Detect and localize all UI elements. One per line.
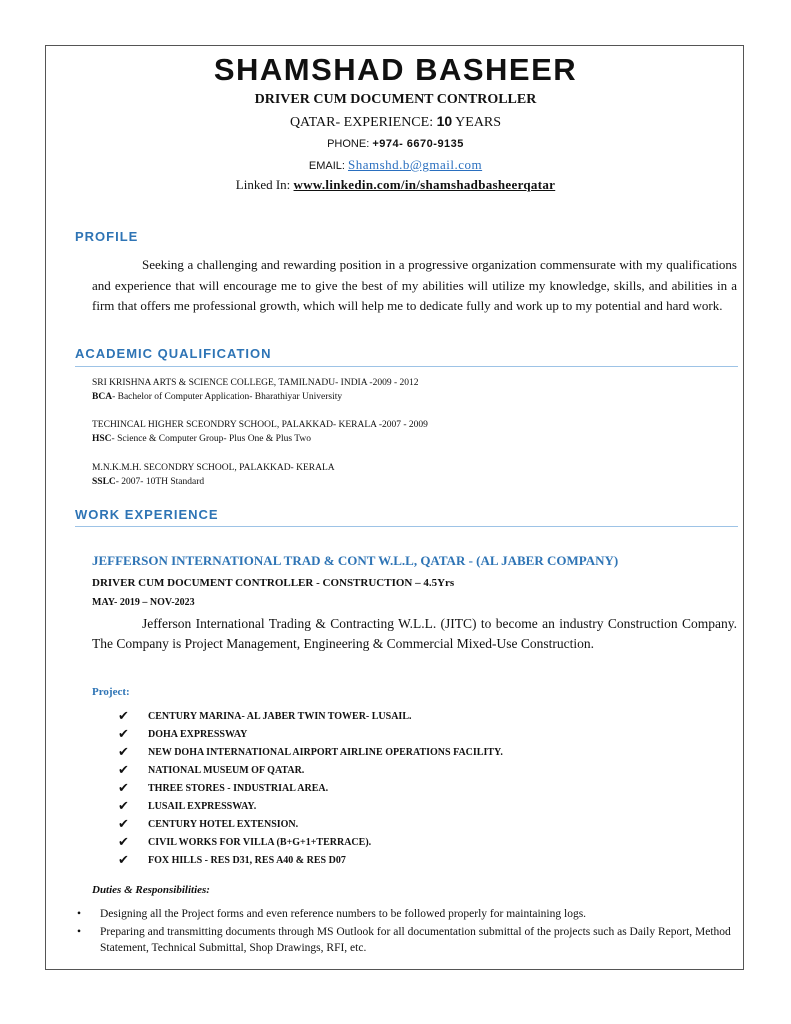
academic-entry-2 <box>92 418 428 446</box>
bullet-icon: • <box>77 926 82 938</box>
checkmark-icon: ✔ <box>118 834 129 850</box>
email-line <box>0 157 791 173</box>
experience-suffix: YEARS <box>452 115 502 130</box>
list-item: ✔ NATIONAL MUSEUM OF QATAR. <box>118 762 305 778</box>
academic-entry-1 <box>92 376 419 404</box>
profile-text: Seeking a challenging and rewarding position in a progressive organization commensurate with my qualifications and experience that will encourage me to give the best of my abilities will utilize my knowledge, skills, and abilities in a firm that offers me professional growth, which will help me to dedicate fully and work up to my potential and hard work. <box>92 257 737 313</box>
academic-degree: HSC- Science & Computer Group- Plus One & Plus Two <box>92 434 311 444</box>
candidate-name: SHAMSHAD BASHEER <box>213 52 578 87</box>
email-label: EMAIL: <box>308 160 348 172</box>
list-item: • Designing all the Project forms and even reference numbers to be followed properly for maintaining logs. <box>77 908 587 920</box>
bullet-icon: • <box>77 908 82 920</box>
project-label: Project: <box>92 686 130 698</box>
experience-years: 10 <box>436 113 453 129</box>
phone-line <box>0 138 791 150</box>
list-item: ✔ LUSAIL EXPRESSWAY. <box>118 798 257 814</box>
email-link[interactable]: Shamshd.b@gmail.com <box>347 157 483 172</box>
list-item: • Preparing and transmitting documents through MS Outlook for all documentation submittal of the projects such as Daily Report, Method Statement, Technical Submittal, Shop Drawings, RFI, etc. <box>77 926 731 954</box>
academic-institution: M.N.K.M.H. SECONDRY SCHOOL, PALAKKAD- KERALA <box>92 463 335 473</box>
experience-prefix: QATAR- EXPERIENCE: <box>289 115 437 130</box>
academic-degree: BCA- Bachelor of Computer Application- Bharathiyar University <box>92 392 343 402</box>
checkmark-icon: ✔ <box>118 708 129 724</box>
academic-entry-3 <box>92 461 335 489</box>
duties-list <box>75 906 738 958</box>
phone-label: PHONE: <box>327 138 373 150</box>
list-item: ✔ THREE STORES - INDUSTRIAL AREA. <box>118 780 329 796</box>
list-item: ✔ CENTURY HOTEL EXTENSION. <box>118 816 299 832</box>
job-period: MAY- 2019 – NOV-2023 <box>92 597 195 608</box>
academic-institution: SRI KRISHNA ARTS & SCIENCE COLLEGE, TAMILNADU- INDIA -2009 - 2012 <box>92 378 419 388</box>
work-heading: WORK EXPERIENCE <box>75 507 219 522</box>
academic-heading: ACADEMIC QUALIFICATION <box>75 346 272 361</box>
academic-divider <box>75 366 738 367</box>
list-item: ✔ DOHA EXPRESSWAY <box>118 726 248 742</box>
checkmark-icon: ✔ <box>118 852 129 868</box>
checkmark-icon: ✔ <box>118 798 129 814</box>
project-list <box>118 707 503 869</box>
checkmark-icon: ✔ <box>118 744 129 760</box>
profile-heading: PROFILE <box>75 229 139 244</box>
checkmark-icon: ✔ <box>118 816 129 832</box>
linkedin-label: Linked In: <box>235 177 294 192</box>
linkedin-link[interactable]: www.linkedin.com/in/shamshadbasheerqatar <box>293 177 556 192</box>
list-item: ✔ NEW DOHA INTERNATIONAL AIRPORT AIRLINE OPERATIONS FACILITY. <box>118 744 503 760</box>
job-title: DRIVER CUM DOCUMENT CONTROLLER - CONSTRUCTION – 4.5Yrs <box>92 577 455 589</box>
academic-institution: TECHINCAL HIGHER SCEONDRY SCHOOL, PALAKKAD- KERALA -2007 - 2009 <box>92 420 428 430</box>
experience-line <box>0 113 791 131</box>
company-description: Jefferson International Trading & Contracting W.L.L. (JITC) to become an industry Construction Company. The Company is Project Management, Engineering & Commercial Mixed-Use Construction. <box>92 616 737 651</box>
linkedin-line <box>0 177 791 193</box>
academic-degree: SSLC- 2007- 10TH Standard <box>92 477 205 487</box>
list-item: ✔ CIVIL WORKS FOR VILLA (B+G+1+TERRACE). <box>118 834 372 850</box>
duties-label: Duties & Responsibilities: <box>92 884 210 896</box>
list-item: ✔ CENTURY MARINA- AL JABER TWIN TOWER- LUSAIL. <box>118 708 412 724</box>
list-item: ✔ FOX HILLS - RES D31, RES A40 & RES D07 <box>118 852 346 868</box>
work-divider <box>75 526 738 527</box>
phone-number: +974- 6670-9135 <box>372 138 464 150</box>
checkmark-icon: ✔ <box>118 780 129 796</box>
checkmark-icon: ✔ <box>118 762 129 778</box>
checkmark-icon: ✔ <box>118 726 129 742</box>
candidate-role: DRIVER CUM DOCUMENT CONTROLLER <box>254 92 537 107</box>
company-name: JEFFERSON INTERNATIONAL TRAD & CONT W.L.L, QATAR - (AL JABER COMPANY) <box>92 553 619 568</box>
